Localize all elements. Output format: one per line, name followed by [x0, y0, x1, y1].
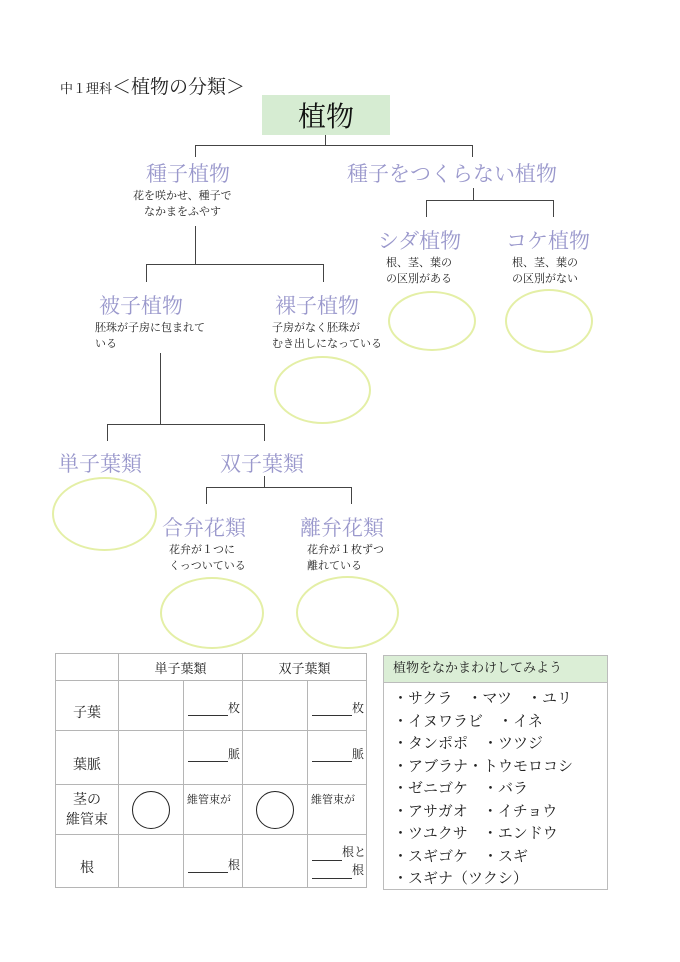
connector	[206, 487, 352, 488]
plant-list	[384, 683, 607, 890]
list-item: ・スギナ（ツクシ）	[393, 869, 528, 887]
desc-line: 子房がなく胚珠が	[272, 321, 360, 334]
suffix: 根	[352, 863, 365, 877]
fill-in	[184, 745, 242, 770]
list-item: ・スギゴケ ・スギ	[393, 846, 529, 865]
desc-line: 離れている	[307, 559, 362, 572]
blank-line	[188, 860, 228, 873]
connector	[472, 145, 473, 157]
table-cell	[243, 681, 308, 731]
choripetalous-desc	[307, 542, 384, 574]
table-cell[interactable]	[308, 835, 367, 888]
table-cell[interactable]	[184, 785, 243, 835]
connector	[195, 226, 196, 264]
connector	[107, 424, 265, 425]
connector	[473, 188, 474, 200]
plant-list-box	[383, 655, 608, 890]
connector	[206, 487, 207, 504]
connector	[426, 200, 554, 201]
angiosperms-label: 被子植物	[99, 294, 183, 318]
blank-line	[312, 866, 352, 879]
suffix: 根	[228, 857, 241, 872]
table-row	[56, 731, 367, 785]
blank-line	[188, 703, 228, 716]
table-cell	[119, 731, 184, 785]
table-cell	[243, 835, 308, 888]
connector	[553, 200, 554, 217]
connector	[323, 264, 324, 282]
gymnosperms-desc	[272, 320, 382, 352]
desc-line: 花を咲かせ、種子で	[133, 189, 232, 202]
suffix: 根と	[342, 845, 367, 859]
suffix: 脈	[352, 747, 365, 761]
table-cell	[243, 731, 308, 785]
table-cell[interactable]	[308, 785, 367, 835]
table-cell[interactable]	[308, 681, 367, 731]
desc-line: 胚珠が子房に包まれて	[95, 321, 205, 334]
blank-line	[312, 848, 342, 861]
column-header-dicots: 双子葉類	[243, 654, 367, 681]
table-cell[interactable]	[119, 785, 184, 835]
answer-oval[interactable]	[388, 291, 476, 351]
connector	[351, 487, 352, 504]
connector	[195, 145, 473, 146]
desc-line: むき出しになっている	[272, 337, 382, 350]
fill-line	[312, 843, 366, 861]
desc-line: の区別がある	[386, 272, 452, 285]
vascular-drawing-circle[interactable]	[132, 791, 170, 829]
table-row	[56, 835, 367, 888]
sympetalous-desc	[169, 542, 246, 574]
answer-oval[interactable]	[296, 576, 399, 649]
root-plants-box	[262, 95, 390, 135]
grade-subject: 中１理科	[60, 82, 113, 97]
table-cell[interactable]	[308, 731, 367, 785]
answer-oval[interactable]	[160, 577, 264, 649]
ferns-label: シダ植物	[378, 229, 462, 253]
desc-line: いる	[95, 337, 117, 350]
row-label-vascular	[56, 785, 119, 835]
list-item: ・ツユクサ ・エンドウ	[393, 824, 558, 842]
table-header-row	[56, 654, 367, 681]
answer-oval[interactable]	[274, 356, 371, 424]
table-cell	[119, 681, 184, 731]
list-item: ・タンポポ ・ツツジ	[393, 734, 544, 752]
fill-in	[308, 745, 366, 770]
blank-line	[188, 749, 228, 762]
vascular-text: 維管束が	[311, 793, 355, 806]
connector	[146, 264, 147, 282]
table-cell	[119, 835, 184, 888]
worksheet-title: ＜植物の分類＞	[112, 76, 246, 98]
gymnosperms-label: 裸子植物	[275, 294, 359, 318]
fill-line	[312, 861, 366, 879]
desc-line: の区別がない	[512, 272, 578, 285]
list-item: ・イヌワラビ ・イネ	[393, 711, 543, 730]
suffix: 枚	[352, 701, 365, 715]
mosses-desc	[512, 255, 578, 287]
row-label-cotyledon	[56, 681, 119, 731]
vascular-drawing-circle[interactable]	[256, 791, 294, 829]
connector	[325, 135, 326, 145]
fill-in	[184, 850, 242, 873]
list-item: ・サクラ ・マツ ・ユリ	[393, 689, 572, 707]
blank-line	[312, 703, 352, 716]
seed-plants-label: 種子植物	[146, 162, 230, 186]
answer-oval[interactable]	[52, 477, 157, 551]
ferns-desc	[386, 255, 452, 287]
angiosperms-desc	[95, 320, 205, 352]
desc-line: 花弁が１つに	[169, 543, 235, 556]
choripetalous-label: 離弁花類	[300, 516, 384, 540]
vascular-text: 維管束が	[187, 793, 231, 806]
table-row	[56, 681, 367, 731]
list-item: ・アサガオ ・イチョウ	[393, 801, 558, 820]
row-label: 葉脈	[73, 756, 101, 773]
connector	[146, 264, 324, 265]
row-label: 維管束	[66, 811, 108, 828]
connector	[264, 424, 265, 441]
dicots-label: 双子葉類	[220, 452, 304, 476]
desc-line: なかまをふやす	[144, 205, 221, 218]
row-label-roots	[56, 835, 119, 888]
table-corner	[56, 654, 119, 681]
row-label: 根	[80, 860, 94, 876]
row-label: 茎の	[73, 791, 101, 808]
fill-in	[184, 695, 242, 716]
table-cell[interactable]	[184, 835, 243, 888]
desc-line: 根、茎、葉の	[386, 256, 452, 269]
row-label: 子葉	[73, 704, 101, 721]
table-cell[interactable]	[184, 731, 243, 785]
suffix: 枚	[228, 701, 241, 715]
worksheet-heading	[60, 72, 245, 99]
list-item: ・アブラナ・トウモロコシ	[393, 756, 574, 775]
table-cell[interactable]	[184, 681, 243, 731]
row-label-veins	[56, 731, 119, 785]
desc-line: くっついている	[169, 559, 246, 572]
connector	[195, 145, 196, 157]
desc-line: 花弁が１枚ずつ	[307, 543, 384, 556]
seed-plants-desc	[133, 188, 232, 220]
blank-line	[312, 749, 352, 762]
connector	[160, 353, 161, 424]
non-seed-plants-label: 種子をつくらない植物	[347, 162, 557, 186]
connector	[426, 200, 427, 217]
monocots-label: 単子葉類	[58, 452, 142, 476]
comparison-table	[55, 653, 367, 888]
mosses-label: コケ植物	[506, 229, 590, 253]
connector	[107, 424, 108, 441]
sympetalous-label: 合弁花類	[162, 516, 246, 540]
desc-line: 根、茎、葉の	[512, 256, 578, 269]
fill-in	[308, 695, 366, 716]
table-row	[56, 785, 367, 835]
plant-list-title: 植物をなかまわけしてみよう	[384, 656, 607, 683]
list-item: ・ゼニゴケ ・バラ	[393, 779, 529, 797]
column-header-monocots: 単子葉類	[119, 654, 243, 681]
answer-oval[interactable]	[505, 289, 593, 353]
table-cell[interactable]	[243, 785, 308, 835]
suffix: 脈	[228, 747, 241, 761]
root-label: 植物	[297, 100, 354, 133]
fill-in	[308, 843, 366, 879]
